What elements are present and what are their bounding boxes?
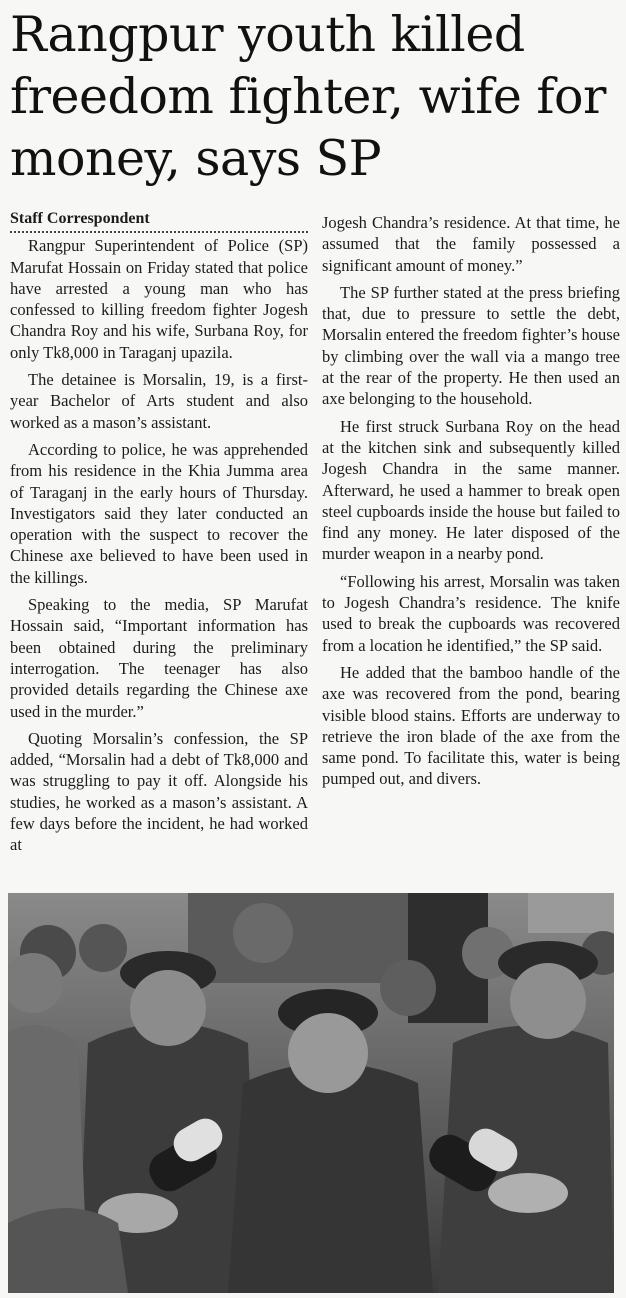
paragraph: Rangpur Superintendent of Police (SP) Marufat Hossain on Friday stated that police have arrested a young man who has confessed to killing freedom fighter Jogesh Chandra Roy and his wife, Surbana Roy, for only Tk8,000 in Taraganj upazila. <box>10 236 308 362</box>
byline: Staff Correspondent <box>10 208 308 233</box>
paragraph: “Following his arrest, Morsalin was taken to Jogesh Chandra’s residence. The knife used to break the cupboards was recovered from a location he identified,” the SP said. <box>322 571 620 655</box>
article-column-right <box>322 212 620 796</box>
article-column-left <box>10 208 308 862</box>
paragraph: Speaking to the media, SP Marufat Hossain said, “Important information has been obtained during the preliminary interrogation. The teenager has also provided details regarding the Chinese axe used in the murder.” <box>10 595 308 721</box>
paragraph: He added that the bamboo handle of the axe was recovered from the pond, bearing visible blood stains. Efforts are underway to retrieve the iron blade of the axe from the same pond. To facilitate this, water is being pumped out, and divers. <box>322 662 620 789</box>
news-photo <box>8 893 614 1293</box>
headline: Rangpur youth killed freedom fighter, wife for money, says SP <box>10 6 606 187</box>
paragraph: The SP further stated at the press briefing that, due to pressure to settle the debt, Morsalin entered the freedom fighter’s house by climbing over the wall via a mango tree at the rear of the property. He then used an axe belonging to the household. <box>322 282 620 409</box>
press-briefing-photo-icon <box>8 893 614 1293</box>
paragraph: According to police, he was apprehended from his residence in the Khia Jumma area of Taraganj in the early hours of Thursday. Investigators said they later conducted an operation with the suspect to recover the Chinese axe believed to have been used in the killings. <box>10 439 308 587</box>
paragraph: Quoting Morsalin’s confession, the SP added, “Morsalin had a debt of Tk8,000 and was struggling to pay it off. Alongside his studies, he worked as a mason’s assistant. A few days before the incident, he had worked at <box>10 728 308 855</box>
paragraph: He first struck Surbana Roy on the head at the kitchen sink and subsequently killed Jogesh Chandra in the same manner. Afterward, he used a hammer to break open steel cupboards inside the house but failed to find any money. He later disposed of the murder weapon in a nearby pond. <box>322 416 620 564</box>
paragraph-continued: Jogesh Chandra’s residence. At that time, he assumed that the family possessed a significant amount of money.” <box>322 213 620 275</box>
paragraph: The detainee is Morsalin, 19, is a first-year Bachelor of Arts student and also worked as a mason’s assistant. <box>10 370 308 432</box>
